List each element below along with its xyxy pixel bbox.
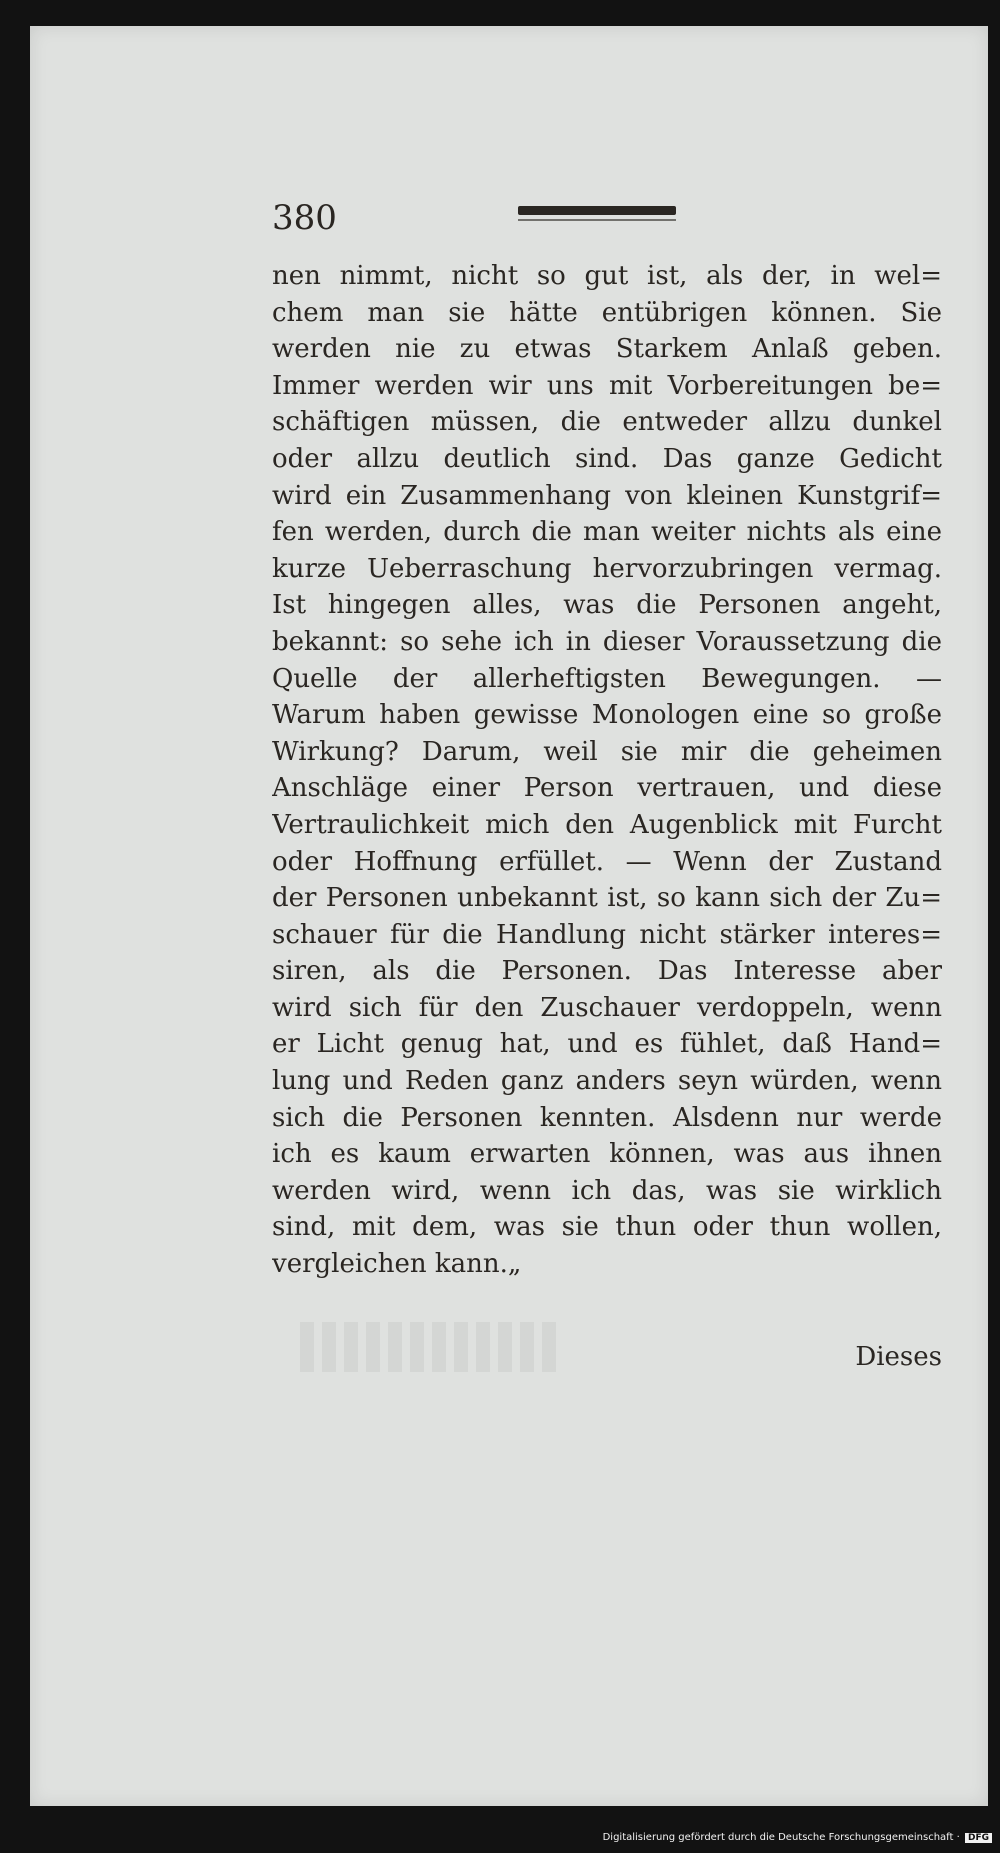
text-line: lung und Reden ganz anders seyn würden, wenn	[272, 1066, 942, 1097]
header-rule-thin	[518, 219, 676, 221]
text-line: wird sich für den Zuschauer verdoppeln, wenn	[272, 992, 942, 1023]
text-line: sind, mit dem, was sie thun oder thun wollen,	[272, 1212, 942, 1243]
text-line: Warum haben gewisse Monologen eine so große	[272, 700, 942, 731]
text-line: ich es kaum erwarten können, was aus ihnen	[272, 1139, 942, 1170]
dfg-logo: DFG	[965, 1833, 992, 1843]
text-line: chem man sie hätte entübrigen können. Sie	[272, 297, 942, 328]
text-line: oder Hoffnung erfüllet. — Wenn der Zustand	[272, 846, 942, 877]
text-line: kurze Ueberraschung hervorzubringen vermag.	[272, 553, 942, 584]
text-line: Wirkung? Darum, weil sie mir die geheimen	[272, 736, 942, 767]
credit-text: Digitalisierung gefördert durch die Deutsche Forschungsgemeinschaft ·	[602, 1832, 960, 1843]
page-number: 380	[272, 198, 337, 238]
text-line: wird ein Zusammenhang von kleinen Kunstgrif=	[272, 480, 942, 511]
digitization-credit	[560, 1832, 992, 1843]
bleed-through-mark	[300, 1322, 560, 1372]
text-line: Anschläge einer Person vertrauen, und diese	[272, 773, 942, 804]
text-line: Immer werden wir uns mit Vorbereitungen be=	[272, 370, 942, 401]
text-line: fen werden, durch die man weiter nichts als eine	[272, 517, 942, 548]
text-line: schäftigen müssen, die entweder allzu dunkel	[272, 407, 942, 438]
header-rule	[518, 206, 676, 215]
body-text	[272, 258, 942, 1283]
text-line: siren, als die Personen. Das Interesse aber	[272, 956, 942, 987]
text-line: sich die Personen kennten. Alsdenn nur werde	[272, 1102, 942, 1133]
text-line: Vertraulichkeit mich den Augenblick mit Furcht	[272, 809, 942, 840]
text-line: Ist hingegen alles, was die Personen angeht,	[272, 590, 942, 621]
text-line: schauer für die Handlung nicht stärker interes=	[272, 919, 942, 950]
text-line: nen nimmt, nicht so gut ist, als der, in wel=	[272, 261, 942, 291]
catchword: Dieses	[855, 1342, 942, 1372]
text-line: Quelle der allerheftigsten Bewegungen. —	[272, 663, 942, 694]
text-line: bekannt: so sehe ich in dieser Voraussetzung die	[272, 626, 942, 657]
text-line: werden nie zu etwas Starkem Anlaß geben.	[272, 334, 942, 365]
text-line: oder allzu deutlich sind. Das ganze Gedicht	[272, 443, 942, 474]
text-line: der Personen unbekannt ist, so kann sich der Zu=	[272, 883, 942, 914]
text-line: werden wird, wenn ich das, was sie wirklich	[272, 1175, 942, 1206]
text-line: er Licht genug hat, und es fühlet, daß Hand=	[272, 1029, 942, 1060]
text-line: vergleichen kann.„	[272, 1249, 522, 1280]
